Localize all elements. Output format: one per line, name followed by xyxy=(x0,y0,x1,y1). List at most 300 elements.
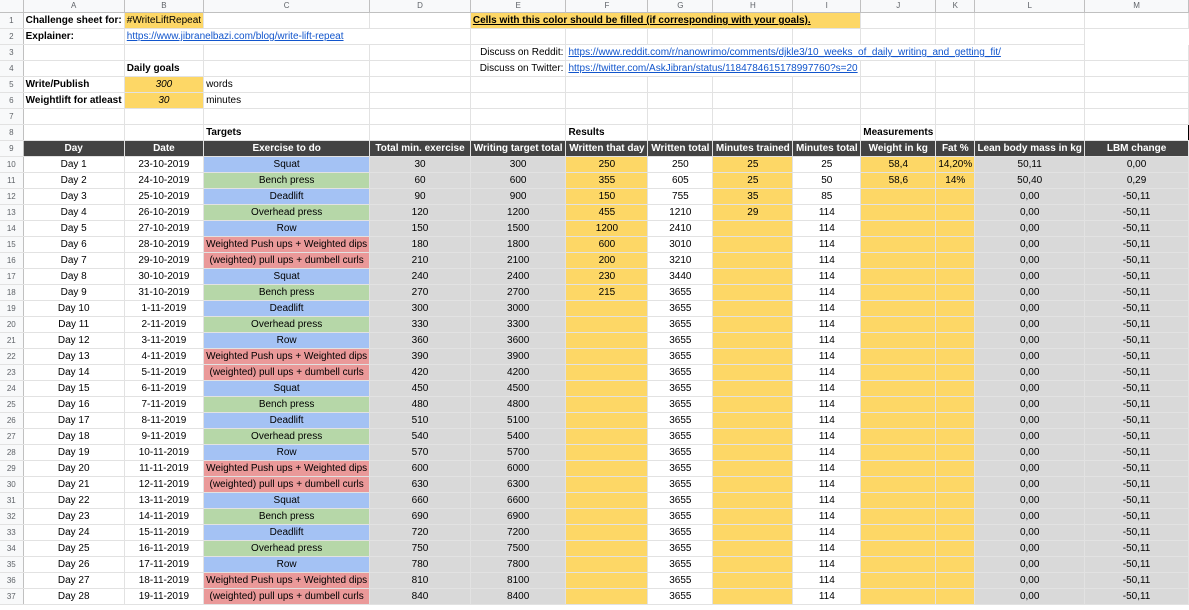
date-cell[interactable]: 16-11-2019 xyxy=(124,541,203,557)
cell[interactable] xyxy=(23,61,124,77)
cell[interactable] xyxy=(713,29,793,45)
total-min-exercise-cell[interactable]: 180 xyxy=(370,237,471,253)
total-min-exercise-cell[interactable]: 120 xyxy=(370,205,471,221)
row-number[interactable]: 29 xyxy=(0,461,23,477)
column-header[interactable]: E xyxy=(470,0,566,13)
fat-input[interactable] xyxy=(936,573,975,589)
challenge-value-cell[interactable]: #WriteLiftRepeat xyxy=(124,13,203,29)
lean-body-mass-cell[interactable]: 0,00 xyxy=(975,461,1085,477)
written-total-cell[interactable]: 250 xyxy=(648,157,713,173)
written-that-day-input[interactable] xyxy=(566,349,648,365)
row-number[interactable]: 8 xyxy=(0,125,23,141)
minutes-trained-input[interactable] xyxy=(713,333,793,349)
writing-target-total-cell[interactable]: 3300 xyxy=(470,317,566,333)
cell[interactable] xyxy=(936,29,975,45)
exercise-cell[interactable]: Squat xyxy=(204,157,370,173)
row-number[interactable]: 36 xyxy=(0,573,23,589)
header-minutes-total[interactable]: Minutes total xyxy=(793,141,861,157)
exercise-cell[interactable]: Squat xyxy=(204,493,370,509)
minutes-trained-input[interactable] xyxy=(713,253,793,269)
minutes-trained-input[interactable] xyxy=(713,525,793,541)
date-cell[interactable]: 8-11-2019 xyxy=(124,413,203,429)
minutes-trained-input[interactable] xyxy=(713,509,793,525)
total-min-exercise-cell[interactable]: 30 xyxy=(370,157,471,173)
exercise-cell[interactable]: Weighted Push ups + Weighted dips xyxy=(204,573,370,589)
weight-input[interactable] xyxy=(861,301,936,317)
written-that-day-input[interactable] xyxy=(566,573,648,589)
minutes-total-cell[interactable]: 114 xyxy=(793,493,861,509)
header-date[interactable]: Date xyxy=(124,141,203,157)
column-header[interactable]: H xyxy=(713,0,793,13)
lbm-change-cell[interactable]: -50,11 xyxy=(1085,557,1189,573)
row-number[interactable]: 5 xyxy=(0,77,23,93)
lean-body-mass-cell[interactable]: 0,00 xyxy=(975,509,1085,525)
lean-body-mass-cell[interactable]: 0,00 xyxy=(975,317,1085,333)
lbm-change-cell[interactable]: -50,11 xyxy=(1085,445,1189,461)
minutes-trained-input[interactable] xyxy=(713,317,793,333)
total-min-exercise-cell[interactable]: 540 xyxy=(370,429,471,445)
cell[interactable] xyxy=(1085,109,1189,125)
twitter-label-cell[interactable]: Discuss on Twitter: xyxy=(470,61,566,77)
legend-cell[interactable]: Cells with this color should be filled (if corresponding with your goals). xyxy=(470,13,860,29)
written-that-day-input[interactable] xyxy=(566,589,648,605)
cell[interactable] xyxy=(566,77,648,93)
writing-target-total-cell[interactable]: 300 xyxy=(470,157,566,173)
exercise-cell[interactable]: Row xyxy=(204,333,370,349)
minutes-trained-input[interactable] xyxy=(713,589,793,605)
date-cell[interactable]: 17-11-2019 xyxy=(124,557,203,573)
weight-input[interactable] xyxy=(861,573,936,589)
minutes-trained-input[interactable] xyxy=(713,365,793,381)
written-that-day-input[interactable] xyxy=(566,525,648,541)
row-number[interactable]: 12 xyxy=(0,189,23,205)
row-number[interactable]: 20 xyxy=(0,317,23,333)
minutes-total-cell[interactable]: 114 xyxy=(793,269,861,285)
minutes-total-cell[interactable]: 114 xyxy=(793,461,861,477)
lbm-change-cell[interactable]: -50,11 xyxy=(1085,477,1189,493)
written-that-day-input[interactable] xyxy=(566,493,648,509)
cell[interactable] xyxy=(713,109,793,125)
writing-target-total-cell[interactable]: 1800 xyxy=(470,237,566,253)
cell[interactable] xyxy=(370,45,471,61)
day-cell[interactable]: Day 12 xyxy=(23,333,124,349)
cell[interactable] xyxy=(936,109,975,125)
lbm-change-cell[interactable]: -50,11 xyxy=(1085,429,1189,445)
weight-input[interactable] xyxy=(861,461,936,477)
lean-body-mass-cell[interactable]: 0,00 xyxy=(975,221,1085,237)
writing-target-total-cell[interactable]: 2100 xyxy=(470,253,566,269)
date-cell[interactable]: 13-11-2019 xyxy=(124,493,203,509)
cell[interactable] xyxy=(204,13,370,29)
date-cell[interactable]: 10-11-2019 xyxy=(124,445,203,461)
lbm-change-cell[interactable]: -50,11 xyxy=(1085,349,1189,365)
date-cell[interactable]: 24-10-2019 xyxy=(124,173,203,189)
written-total-cell[interactable]: 605 xyxy=(648,173,713,189)
date-cell[interactable]: 23-10-2019 xyxy=(124,157,203,173)
lbm-change-cell[interactable]: -50,11 xyxy=(1085,237,1189,253)
exercise-cell[interactable]: Overhead press xyxy=(204,317,370,333)
cell[interactable] xyxy=(370,93,471,109)
row-number[interactable]: 34 xyxy=(0,541,23,557)
cell[interactable] xyxy=(648,93,713,109)
written-that-day-input[interactable]: 230 xyxy=(566,269,648,285)
fat-input[interactable] xyxy=(936,285,975,301)
exercise-cell[interactable]: Deadlift xyxy=(204,189,370,205)
cell[interactable] xyxy=(370,125,471,141)
date-cell[interactable]: 9-11-2019 xyxy=(124,429,203,445)
row-number[interactable]: 13 xyxy=(0,205,23,221)
cell[interactable] xyxy=(566,29,648,45)
weight-input[interactable]: 58,6 xyxy=(861,173,936,189)
fat-input[interactable] xyxy=(936,461,975,477)
lbm-change-cell[interactable]: 0,00 xyxy=(1085,157,1189,173)
cell[interactable] xyxy=(793,93,861,109)
cell[interactable] xyxy=(470,29,566,45)
fat-input[interactable] xyxy=(936,589,975,605)
cell[interactable] xyxy=(936,61,975,77)
day-cell[interactable]: Day 23 xyxy=(23,509,124,525)
header-writing-target-total[interactable]: Writing target total xyxy=(470,141,566,157)
written-total-cell[interactable]: 3655 xyxy=(648,349,713,365)
exercise-cell[interactable]: Overhead press xyxy=(204,205,370,221)
cell[interactable] xyxy=(124,125,203,141)
writing-target-total-cell[interactable]: 1200 xyxy=(470,205,566,221)
written-total-cell[interactable]: 3655 xyxy=(648,285,713,301)
total-min-exercise-cell[interactable]: 480 xyxy=(370,397,471,413)
day-cell[interactable]: Day 14 xyxy=(23,365,124,381)
minutes-trained-input[interactable] xyxy=(713,397,793,413)
minutes-trained-input[interactable] xyxy=(713,237,793,253)
reddit-link[interactable]: https://www.reddit.com/r/nanowrimo/comments/djkle3/10_weeks_of_daily_writing_and_getting_fit/ xyxy=(566,45,1085,61)
row-number[interactable]: 26 xyxy=(0,413,23,429)
cell[interactable] xyxy=(713,77,793,93)
written-total-cell[interactable]: 3010 xyxy=(648,237,713,253)
fat-input[interactable] xyxy=(936,557,975,573)
targets-section-label[interactable]: Targets xyxy=(204,125,370,141)
day-cell[interactable]: Day 17 xyxy=(23,413,124,429)
lean-body-mass-cell[interactable]: 0,00 xyxy=(975,365,1085,381)
cell[interactable] xyxy=(1085,93,1189,109)
fat-input[interactable] xyxy=(936,269,975,285)
cell[interactable] xyxy=(936,13,975,29)
write-label-cell[interactable]: Write/Publish xyxy=(23,77,124,93)
header-written-that-day[interactable]: Written that day xyxy=(566,141,648,157)
lbm-change-cell[interactable]: -50,11 xyxy=(1085,301,1189,317)
day-cell[interactable]: Day 22 xyxy=(23,493,124,509)
explainer-label-cell[interactable]: Explainer: xyxy=(23,29,124,45)
minutes-total-cell[interactable]: 114 xyxy=(793,333,861,349)
column-header[interactable]: D xyxy=(370,0,471,13)
minutes-total-cell[interactable]: 114 xyxy=(793,445,861,461)
written-that-day-input[interactable] xyxy=(566,541,648,557)
date-cell[interactable]: 6-11-2019 xyxy=(124,381,203,397)
total-min-exercise-cell[interactable]: 630 xyxy=(370,477,471,493)
row-number[interactable]: 2 xyxy=(0,29,23,45)
day-cell[interactable]: Day 19 xyxy=(23,445,124,461)
minutes-trained-input[interactable] xyxy=(713,349,793,365)
written-that-day-input[interactable]: 215 xyxy=(566,285,648,301)
cell[interactable] xyxy=(370,13,471,29)
lbm-change-cell[interactable]: -50,11 xyxy=(1085,525,1189,541)
cell[interactable] xyxy=(975,13,1085,29)
lean-body-mass-cell[interactable]: 0,00 xyxy=(975,589,1085,605)
writing-target-total-cell[interactable]: 4800 xyxy=(470,397,566,413)
written-that-day-input[interactable]: 600 xyxy=(566,237,648,253)
writing-target-total-cell[interactable]: 2400 xyxy=(470,269,566,285)
cell[interactable] xyxy=(1085,45,1189,61)
cell[interactable] xyxy=(23,109,124,125)
row-number[interactable]: 6 xyxy=(0,93,23,109)
column-header[interactable]: K xyxy=(936,0,975,13)
writing-target-total-cell[interactable]: 6300 xyxy=(470,477,566,493)
written-total-cell[interactable]: 755 xyxy=(648,189,713,205)
weight-input[interactable] xyxy=(861,525,936,541)
write-unit-cell[interactable]: words xyxy=(204,77,370,93)
total-min-exercise-cell[interactable]: 60 xyxy=(370,173,471,189)
row-number[interactable]: 25 xyxy=(0,397,23,413)
cell[interactable] xyxy=(861,93,936,109)
writing-target-total-cell[interactable]: 7200 xyxy=(470,525,566,541)
exercise-cell[interactable]: Deadlift xyxy=(204,413,370,429)
exercise-cell[interactable]: Weighted Push ups + Weighted dips xyxy=(204,237,370,253)
writing-target-total-cell[interactable]: 7800 xyxy=(470,557,566,573)
date-cell[interactable]: 27-10-2019 xyxy=(124,221,203,237)
cell[interactable] xyxy=(23,125,124,141)
minutes-trained-input[interactable]: 25 xyxy=(713,173,793,189)
written-total-cell[interactable]: 3655 xyxy=(648,397,713,413)
row-number[interactable]: 23 xyxy=(0,365,23,381)
row-number[interactable]: 27 xyxy=(0,429,23,445)
date-cell[interactable]: 19-11-2019 xyxy=(124,589,203,605)
written-total-cell[interactable]: 3655 xyxy=(648,445,713,461)
minutes-total-cell[interactable]: 114 xyxy=(793,429,861,445)
day-cell[interactable]: Day 8 xyxy=(23,269,124,285)
twitter-link[interactable]: https://twitter.com/AskJibran/status/1184784615178997760?s=20 xyxy=(566,61,861,77)
writing-target-total-cell[interactable]: 900 xyxy=(470,189,566,205)
header-lean-body-mass[interactable]: Lean body mass in kg xyxy=(975,141,1085,157)
total-min-exercise-cell[interactable]: 780 xyxy=(370,557,471,573)
writing-target-total-cell[interactable]: 600 xyxy=(470,173,566,189)
lbm-change-cell[interactable]: -50,11 xyxy=(1085,493,1189,509)
cell[interactable] xyxy=(861,13,936,29)
total-min-exercise-cell[interactable]: 810 xyxy=(370,573,471,589)
minutes-trained-input[interactable] xyxy=(713,285,793,301)
total-min-exercise-cell[interactable]: 300 xyxy=(370,301,471,317)
minutes-trained-input[interactable]: 35 xyxy=(713,189,793,205)
column-header[interactable]: F xyxy=(566,0,648,13)
written-total-cell[interactable]: 3655 xyxy=(648,493,713,509)
explainer-link[interactable]: https://www.jibranelbazi.com/blog/write-lift-repeat xyxy=(124,29,470,45)
written-total-cell[interactable]: 3440 xyxy=(648,269,713,285)
written-that-day-input[interactable] xyxy=(566,317,648,333)
row-number[interactable]: 7 xyxy=(0,109,23,125)
row-number[interactable]: 11 xyxy=(0,173,23,189)
minutes-trained-input[interactable] xyxy=(713,429,793,445)
lbm-change-cell[interactable]: -50,11 xyxy=(1085,573,1189,589)
date-cell[interactable]: 2-11-2019 xyxy=(124,317,203,333)
minutes-total-cell[interactable]: 114 xyxy=(793,285,861,301)
weight-input[interactable] xyxy=(861,205,936,221)
minutes-total-cell[interactable]: 114 xyxy=(793,317,861,333)
exercise-cell[interactable]: Overhead press xyxy=(204,541,370,557)
written-that-day-input[interactable]: 150 xyxy=(566,189,648,205)
minutes-trained-input[interactable] xyxy=(713,301,793,317)
weight-input[interactable] xyxy=(861,269,936,285)
written-that-day-input[interactable] xyxy=(566,429,648,445)
total-min-exercise-cell[interactable]: 840 xyxy=(370,589,471,605)
header-fat[interactable]: Fat % xyxy=(936,141,975,157)
row-number[interactable]: 17 xyxy=(0,269,23,285)
row-number[interactable]: 28 xyxy=(0,445,23,461)
minutes-trained-input[interactable] xyxy=(713,269,793,285)
header-written-total[interactable]: Written total xyxy=(648,141,713,157)
exercise-cell[interactable]: Squat xyxy=(204,381,370,397)
lbm-change-cell[interactable]: -50,11 xyxy=(1085,381,1189,397)
written-total-cell[interactable]: 2410 xyxy=(648,221,713,237)
written-that-day-input[interactable] xyxy=(566,557,648,573)
date-cell[interactable]: 26-10-2019 xyxy=(124,205,203,221)
day-cell[interactable]: Day 5 xyxy=(23,221,124,237)
exercise-cell[interactable]: Bench press xyxy=(204,509,370,525)
cell[interactable] xyxy=(124,109,203,125)
weight-input[interactable] xyxy=(861,285,936,301)
lbm-change-cell[interactable]: -50,11 xyxy=(1085,285,1189,301)
total-min-exercise-cell[interactable]: 570 xyxy=(370,445,471,461)
header-weight[interactable]: Weight in kg xyxy=(861,141,936,157)
header-total-min-exercise[interactable]: Total min. exercise xyxy=(370,141,471,157)
fat-input[interactable] xyxy=(936,205,975,221)
fat-input[interactable] xyxy=(936,525,975,541)
cell[interactable] xyxy=(470,77,566,93)
results-section-label[interactable]: Results xyxy=(566,125,648,141)
fat-input[interactable] xyxy=(936,221,975,237)
fat-input[interactable] xyxy=(936,301,975,317)
exercise-cell[interactable]: Deadlift xyxy=(204,301,370,317)
weight-input[interactable] xyxy=(861,413,936,429)
lbm-change-cell[interactable]: -50,11 xyxy=(1085,397,1189,413)
weight-input[interactable] xyxy=(861,189,936,205)
weight-input[interactable] xyxy=(861,349,936,365)
lean-body-mass-cell[interactable]: 0,00 xyxy=(975,301,1085,317)
minutes-total-cell[interactable]: 114 xyxy=(793,413,861,429)
writing-target-total-cell[interactable]: 2700 xyxy=(470,285,566,301)
cell[interactable] xyxy=(648,125,713,141)
writing-target-total-cell[interactable]: 6900 xyxy=(470,509,566,525)
cell[interactable] xyxy=(204,109,370,125)
minutes-trained-input[interactable] xyxy=(713,461,793,477)
written-that-day-input[interactable]: 200 xyxy=(566,253,648,269)
written-total-cell[interactable]: 3655 xyxy=(648,301,713,317)
day-cell[interactable]: Day 28 xyxy=(23,589,124,605)
fat-input[interactable] xyxy=(936,189,975,205)
fat-input[interactable] xyxy=(936,541,975,557)
total-min-exercise-cell[interactable]: 450 xyxy=(370,381,471,397)
select-all-corner[interactable] xyxy=(0,0,23,13)
row-number[interactable]: 32 xyxy=(0,509,23,525)
weight-input[interactable] xyxy=(861,381,936,397)
day-cell[interactable]: Day 4 xyxy=(23,205,124,221)
writing-target-total-cell[interactable]: 5100 xyxy=(470,413,566,429)
minutes-total-cell[interactable]: 114 xyxy=(793,349,861,365)
row-number[interactable]: 37 xyxy=(0,589,23,605)
total-min-exercise-cell[interactable]: 240 xyxy=(370,269,471,285)
date-cell[interactable]: 29-10-2019 xyxy=(124,253,203,269)
row-number[interactable]: 21 xyxy=(0,333,23,349)
date-cell[interactable]: 12-11-2019 xyxy=(124,477,203,493)
weight-input[interactable] xyxy=(861,557,936,573)
day-cell[interactable]: Day 10 xyxy=(23,301,124,317)
lean-body-mass-cell[interactable]: 50,11 xyxy=(975,157,1085,173)
row-number[interactable]: 30 xyxy=(0,477,23,493)
daily-goals-label[interactable]: Daily goals xyxy=(124,61,203,77)
cell[interactable] xyxy=(648,29,713,45)
cell[interactable] xyxy=(566,109,648,125)
written-total-cell[interactable]: 3655 xyxy=(648,429,713,445)
lean-body-mass-cell[interactable]: 0,00 xyxy=(975,541,1085,557)
fat-input[interactable] xyxy=(936,333,975,349)
lbm-change-cell[interactable]: -50,11 xyxy=(1085,269,1189,285)
date-cell[interactable]: 5-11-2019 xyxy=(124,365,203,381)
weight-input[interactable] xyxy=(861,317,936,333)
minutes-total-cell[interactable]: 114 xyxy=(793,573,861,589)
lean-body-mass-cell[interactable]: 0,00 xyxy=(975,573,1085,589)
lbm-change-cell[interactable]: -50,11 xyxy=(1085,589,1189,605)
lbm-change-cell[interactable]: -50,11 xyxy=(1085,205,1189,221)
written-that-day-input[interactable]: 1200 xyxy=(566,221,648,237)
measurements-section-label[interactable]: Measurements xyxy=(861,125,936,141)
written-total-cell[interactable]: 3655 xyxy=(648,525,713,541)
day-cell[interactable]: Day 27 xyxy=(23,573,124,589)
cell[interactable] xyxy=(1085,77,1189,93)
fat-input[interactable] xyxy=(936,237,975,253)
minutes-total-cell[interactable]: 114 xyxy=(793,541,861,557)
total-min-exercise-cell[interactable]: 720 xyxy=(370,525,471,541)
lbm-change-cell[interactable]: -50,11 xyxy=(1085,189,1189,205)
row-number[interactable]: 14 xyxy=(0,221,23,237)
fat-input[interactable] xyxy=(936,381,975,397)
column-header[interactable]: L xyxy=(975,0,1085,13)
cell[interactable] xyxy=(975,93,1085,109)
cell[interactable] xyxy=(713,93,793,109)
weight-input[interactable] xyxy=(861,253,936,269)
fat-input[interactable] xyxy=(936,493,975,509)
fat-input[interactable] xyxy=(936,349,975,365)
cell[interactable] xyxy=(648,109,713,125)
writing-target-total-cell[interactable]: 6000 xyxy=(470,461,566,477)
writing-target-total-cell[interactable]: 4500 xyxy=(470,381,566,397)
exercise-cell[interactable]: Squat xyxy=(204,269,370,285)
fat-input[interactable] xyxy=(936,397,975,413)
lbm-change-cell[interactable]: 0,29 xyxy=(1085,173,1189,189)
written-that-day-input[interactable] xyxy=(566,381,648,397)
minutes-trained-input[interactable] xyxy=(713,413,793,429)
fat-input[interactable] xyxy=(936,509,975,525)
total-min-exercise-cell[interactable]: 600 xyxy=(370,461,471,477)
day-cell[interactable]: Day 9 xyxy=(23,285,124,301)
date-cell[interactable]: 14-11-2019 xyxy=(124,509,203,525)
lbm-change-cell[interactable]: -50,11 xyxy=(1085,317,1189,333)
weight-input[interactable] xyxy=(861,221,936,237)
fat-input[interactable] xyxy=(936,413,975,429)
weight-input[interactable] xyxy=(861,237,936,253)
cell[interactable] xyxy=(470,125,566,141)
written-that-day-input[interactable] xyxy=(566,509,648,525)
weight-input[interactable] xyxy=(861,509,936,525)
day-cell[interactable]: Day 16 xyxy=(23,397,124,413)
cell[interactable] xyxy=(648,77,713,93)
lean-body-mass-cell[interactable]: 0,00 xyxy=(975,253,1085,269)
weight-input[interactable] xyxy=(861,445,936,461)
